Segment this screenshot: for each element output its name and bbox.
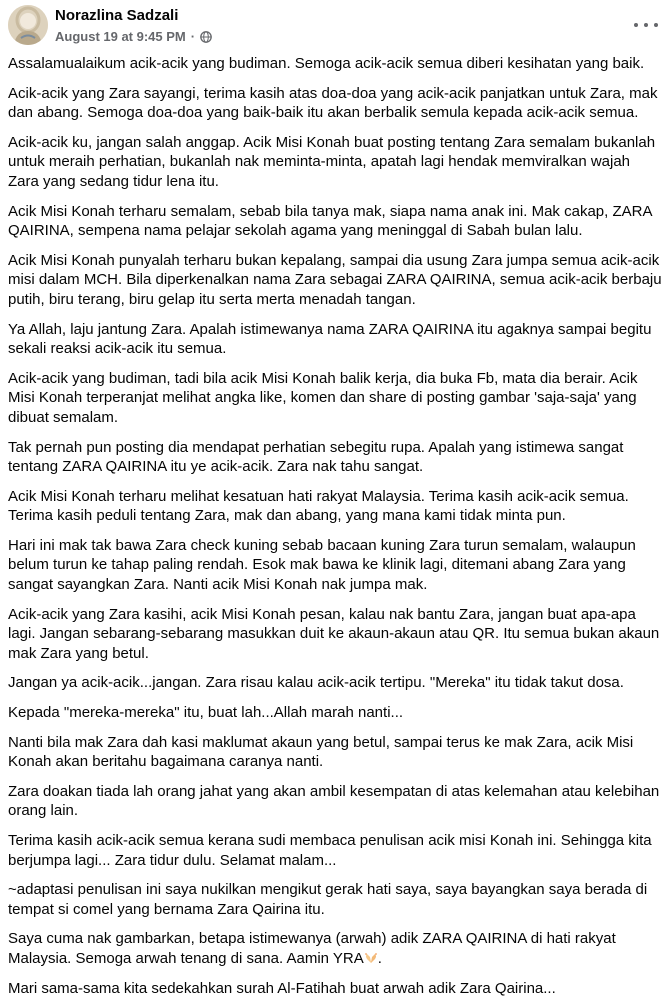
post-paragraph: Zara doakan tiada lah orang jahat yang akan ambil kesempatan di atas kelemahan atau kelebihan orang lain. xyxy=(8,782,660,820)
post-paragraph: Jangan ya acik-acik...jangan. Zara risau kalau acik-acik tertipu. "Mereka" itu tidak takut dosa. xyxy=(8,674,624,692)
author-name[interactable]: Norazlina Sadzali xyxy=(55,7,179,24)
closing-text: Saya cuma nak gambarkan, betapa istimewanya (arwah) adik ZARA QAIRINA di hati rakyat Malaysia. Semoga arwah tenang di sana. Aamin YRA xyxy=(8,930,616,967)
post-paragraph: Acik-acik yang Zara kasihi, acik Misi Konah pesan, kalau nak bantu Zara, jangan buat apa-apa lagi. Jangan sebarang-sebarang masukkan duit ke akaun-akaun atau QR. Itu semua bukan akaun mak Zara yang betul. xyxy=(8,605,660,662)
more-options-icon[interactable] xyxy=(634,15,658,35)
post-meta xyxy=(55,29,212,44)
post-timestamp[interactable]: August 19 at 9:45 PM xyxy=(55,29,186,44)
post-paragraph: Terima kasih acik-acik semua kerana sudi membaca penulisan acik misi Konah ini. Sehingga kita berjumpa lagi... Zara tidur dulu. Selamat malam... xyxy=(8,832,652,869)
closing-text-end: . xyxy=(377,949,382,967)
globe-icon[interactable] xyxy=(200,31,212,43)
post-paragraph: Acik-acik yang budiman, tadi bila acik Misi Konah balik kerja, dia buka Fb, mata dia berair. Acik Misi Konah terperanjat melihat angka like, komen dan share di posting gambar 'saja-saja' yang dibuat semalam. xyxy=(8,369,638,426)
post-paragraph: Nanti bila mak Zara dah kasi maklumat akaun yang betul, sampai terus ke mak Zara, acik Misi Konah akan beritahu bagaimana caranya nanti. xyxy=(8,733,634,771)
post-paragraph: Acik-acik ku, jangan salah anggap. Acik Misi Konah buat posting tentang Zara semalam bukanlah untuk meraih perhatian, bukanlah nak meminta-minta, apatah lagi hendak memviralkan wajah Zara yang sedang tidur lena itu. xyxy=(8,133,656,190)
post-header xyxy=(8,5,662,49)
post-paragraph: Hari ini mak tak bawa Zara check kuning sebab bacaan kuning Zara turun semalam, walaupun belum turun ke tahap paling rendah. Esok mak bawa ke klinik lagi, ditemani abang Zara yang sangat sayangkan Zara. Nanti acik Misi Konah nak jumpa mak. xyxy=(8,536,636,594)
avatar[interactable] xyxy=(8,5,48,45)
post-paragraph: Ya Allah, laju jantung Zara. Apalah istimewanya nama ZARA QAIRINA itu agaknya sampai begitu sekali reaksi acik-acik itu semua. xyxy=(8,320,652,358)
post-paragraph: Tak pernah pun posting dia mendapat perhatian sebegitu rupa. Apalah yang istimewa sangat tentang ZARA QAIRINA itu ye acik-acik. Zara nak tahu sangat. xyxy=(8,438,624,476)
post-paragraph: Mari sama-sama kita sedekahkan surah Al-Fatihah buat arwah adik Zara Qairina... xyxy=(8,979,556,997)
post-paragraph-closing xyxy=(8,929,662,968)
folded-hands-emoji-icon xyxy=(364,952,378,964)
post-paragraph: Acik Misi Konah terharu semalam, sebab bila tanya mak, siapa nama anak ini. Mak cakap, ZARA QAIRINA, sempena nama pelajar sekolah agama yang meninggal di Sabah bulan lalu. xyxy=(8,202,652,240)
post-paragraph: Acik-acik yang Zara sayangi, terima kasih atas doa-doa yang acik-acik panjatkan untuk Zara, mak dan abang. Semoga doa-doa yang baik-baik itu akan berbalik semula kepada acik-acik semua. xyxy=(8,84,658,122)
post-body xyxy=(8,54,662,1008)
post-paragraph: ~adaptasi penulisan ini saya nukilkan mengikut gerak hati saya, saya bayangkan saya berada di tempat si comel yang bernama Zara Qairina itu. xyxy=(8,881,648,918)
meta-separator: · xyxy=(190,29,196,44)
post-paragraph: Acik Misi Konah terharu melihat kesatuan hati rakyat Malaysia. Terima kasih acik-acik semua. Terima kasih peduli tentang Zara, mak dan abang, yang mana kami tidak minta pun. xyxy=(8,487,629,525)
post-paragraph: Acik Misi Konah punyalah terharu bukan kepalang, sampai dia usung Zara jumpa semua acik-acik misi dalam MCH. Bila diperkenalkan nama Zara sebagai ZARA QAIRINA, semua acik-acik berbaju putih, biru terang, biru gelap itu serta merta menadah tangan. xyxy=(8,251,662,308)
post-paragraph: Kepada "mereka-mereka" itu, buat lah...Allah marah nanti... xyxy=(8,704,404,722)
post-paragraph: Assalamualaikum acik-acik yang budiman. Semoga acik-acik semua diberi kesihatan yang baik. xyxy=(8,55,645,72)
